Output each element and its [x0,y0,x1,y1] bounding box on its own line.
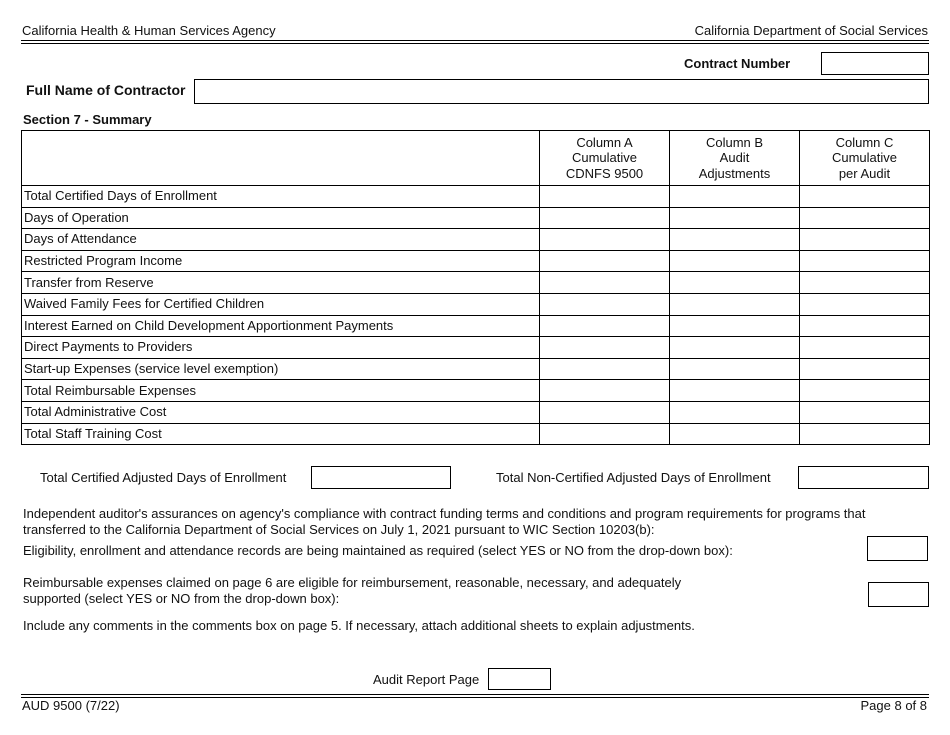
column-b-cell[interactable] [670,337,800,359]
audit-report-page-field[interactable] [488,668,551,690]
column-a-cell[interactable] [540,250,670,272]
column-b-header [670,131,800,186]
column-b-cell[interactable] [670,315,800,337]
row-label: Restricted Program Income [22,250,540,272]
department-name: California Department of Social Services [694,23,928,38]
row-label: Waived Family Fees for Certified Children [22,293,540,315]
column-header-line: Adjustments [698,165,771,181]
table-row [22,293,930,315]
header-rule-top [21,40,929,41]
table-row [22,423,930,445]
contractor-name-label: Full Name of Contractor [26,82,186,98]
reimbursable-line: supported (select YES or NO from the drop-down box): [23,591,340,606]
column-c-cell[interactable] [800,337,930,359]
row-label: Interest Earned on Child Development Apportionment Payments [22,315,540,337]
agency-name: California Health & Human Services Agency [22,23,276,38]
column-c-cell[interactable] [800,186,930,208]
assurance-intro-line: Independent auditor's assurances on agency's compliance with contract funding terms and conditions and program requirements for programs that [23,506,866,521]
contractor-name-field[interactable] [194,79,929,104]
column-c-cell[interactable] [800,380,930,402]
column-a-cell[interactable] [540,272,670,294]
row-label: Total Administrative Cost [22,401,540,423]
column-a-cell[interactable] [540,229,670,251]
column-c-cell[interactable] [800,293,930,315]
column-b-cell[interactable] [670,358,800,380]
audit-report-page-label: Audit Report Page [373,672,480,687]
column-b-cell[interactable] [670,229,800,251]
column-header-line: CDNFS 9500 [565,165,644,181]
table-row [22,186,930,208]
row-label: Total Staff Training Cost [22,423,540,445]
column-c-cell[interactable] [800,207,930,229]
column-a-cell[interactable] [540,358,670,380]
row-label: Days of Operation [22,207,540,229]
row-label: Total Reimbursable Expenses [22,380,540,402]
header-rule-bottom [21,43,929,44]
column-a-header [540,131,670,186]
eligibility-yes-no-dropdown[interactable] [867,536,928,561]
contract-number-label: Contract Number [684,56,791,71]
column-a-cell[interactable] [540,207,670,229]
column-b-cell[interactable] [670,293,800,315]
certified-adjusted-days-field[interactable] [311,466,451,489]
row-label-header [22,131,540,186]
summary-table [21,130,930,445]
column-c-cell[interactable] [800,272,930,294]
section-title: Section 7 - Summary [23,112,152,127]
column-c-cell[interactable] [800,358,930,380]
certified-adjusted-days-label: Total Certified Adjusted Days of Enrollment [40,470,287,485]
column-b-cell[interactable] [670,423,800,445]
table-row [22,229,930,251]
row-label: Transfer from Reserve [22,272,540,294]
column-a-cell[interactable] [540,337,670,359]
eligibility-statement: Eligibility, enrollment and attendance records are being maintained as required (select YES or NO from the drop-down box): [23,543,733,558]
table-row [22,358,930,380]
row-label: Days of Attendance [22,229,540,251]
column-c-header [800,131,930,186]
table-row [22,272,930,294]
row-label: Direct Payments to Providers [22,337,540,359]
column-c-cell[interactable] [800,250,930,272]
table-row [22,337,930,359]
column-a-cell[interactable] [540,186,670,208]
table-row [22,207,930,229]
column-a-cell[interactable] [540,293,670,315]
column-b-cell[interactable] [670,401,800,423]
column-b-cell[interactable] [670,272,800,294]
table-row [22,315,930,337]
table-row [22,250,930,272]
row-label: Start-up Expenses (service level exemption) [22,358,540,380]
column-header-line: Column C [835,134,894,150]
assurance-intro-line: transferred to the California Department of Social Services on July 1, 2021 pursuant to WIC Section 10203(b): [23,522,655,537]
column-header-line: Cumulative [831,150,898,166]
footer-rule-top [21,694,929,695]
column-a-cell[interactable] [540,401,670,423]
column-header-line: Audit [719,150,750,166]
column-c-cell[interactable] [800,315,930,337]
reimbursable-line: Reimbursable expenses claimed on page 6 are eligible for reimbursement, reasonable, necessary, and adequately [23,575,682,590]
column-a-cell[interactable] [540,380,670,402]
column-a-cell[interactable] [540,423,670,445]
column-header-line: Column B [705,134,764,150]
column-header-line: per Audit [838,165,891,181]
table-row [22,401,930,423]
row-label: Total Certified Days of Enrollment [22,186,540,208]
page-number: Page 8 of 8 [860,698,927,713]
table-row [22,380,930,402]
column-c-cell[interactable] [800,401,930,423]
column-b-cell[interactable] [670,207,800,229]
footer-rule-bottom [21,697,929,698]
contract-number-field[interactable] [821,52,929,75]
column-c-cell[interactable] [800,423,930,445]
column-a-cell[interactable] [540,315,670,337]
column-b-cell[interactable] [670,380,800,402]
table-header-row [22,131,930,186]
comments-instruction: Include any comments in the comments box on page 5. If necessary, attach additional sheets to explain adjustments. [23,618,695,633]
noncertified-adjusted-days-field[interactable] [798,466,929,489]
column-header-line: Cumulative [571,150,638,166]
assurance-intro [23,506,903,538]
reimbursable-yes-no-dropdown[interactable] [868,582,929,607]
column-header-line: Column A [576,134,633,150]
column-b-cell[interactable] [670,250,800,272]
noncertified-adjusted-days-label: Total Non-Certified Adjusted Days of Enrollment [496,470,771,485]
reimbursable-statement [23,575,903,607]
column-c-cell[interactable] [800,229,930,251]
form-id: AUD 9500 (7/22) [22,698,120,713]
column-b-cell[interactable] [670,186,800,208]
